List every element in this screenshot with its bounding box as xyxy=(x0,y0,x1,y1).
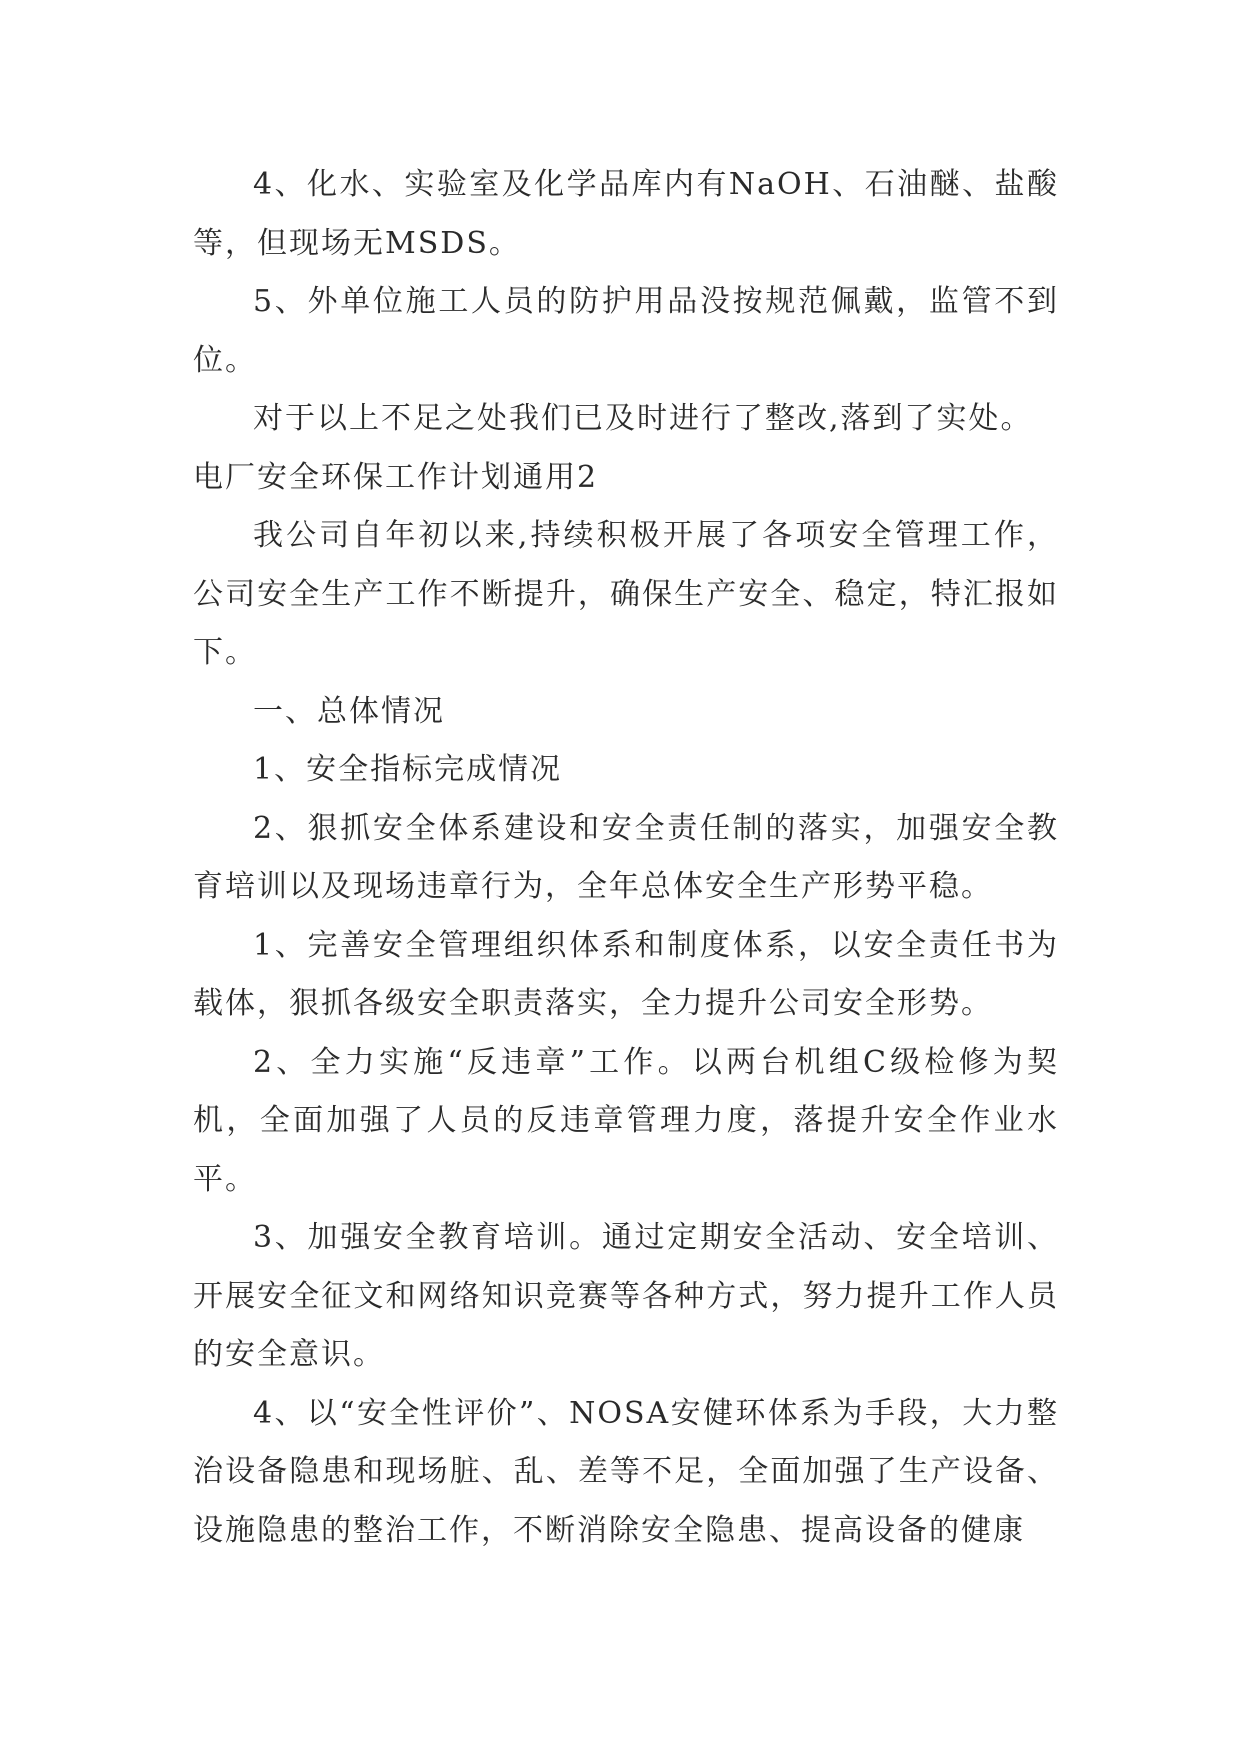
paragraph: 5、外单位施工人员的防护用品没按规范佩戴，监管不到位。 xyxy=(193,284,1059,378)
paragraph: 3、加强安全教育培训。通过定期安全活动、安全培训、开展安全征文和网络知识竞赛等各种方式，努力提升工作人员的安全意识。 xyxy=(193,1220,1059,1372)
section-title: 电厂安全环保工作计划通用2 xyxy=(193,459,599,495)
subheading-overview: 一、总体情况 xyxy=(253,693,445,729)
paragraph: 对于以上不足之处我们已及时进行了整改,落到了实处。 xyxy=(253,401,1033,436)
document-body xyxy=(193,156,1059,1560)
subheading-indicators: 1、安全指标完成情况 xyxy=(253,752,563,787)
paragraph: 4、化水、实验室及化学品库内有NaOH、石油醚、盐酸等，但现场无MSDS。 xyxy=(193,167,1059,261)
paragraph: 1、完善安全管理组织体系和制度体系，以安全责任书为载体，狠抓各级安全职责落实，全力提升公司安全形势。 xyxy=(193,927,1059,1021)
paragraph: 我公司自年初以来,持续积极开展了各项安全管理工作，公司安全生产工作不断提升，确保生产安全、稳定，特汇报如下。 xyxy=(193,518,1059,670)
paragraph: 2、狠抓安全体系建设和安全责任制的落实，加强安全教育培训以及现场违章行为，全年总体安全生产形势平稳。 xyxy=(193,810,1059,904)
paragraph: 4、以“安全性评价”、NOSA安健环体系为手段，大力整治设备隐患和现场脏、乱、差等不足，全面加强了生产设备、设施隐患的整治工作，不断消除安全隐患、提高设备的健康 xyxy=(193,1395,1059,1548)
paragraph: 2、全力实施“反违章”工作。以两台机组C级检修为契机，全面加强了人员的反违章管理力度，落提升安全作业水平。 xyxy=(193,1044,1059,1197)
